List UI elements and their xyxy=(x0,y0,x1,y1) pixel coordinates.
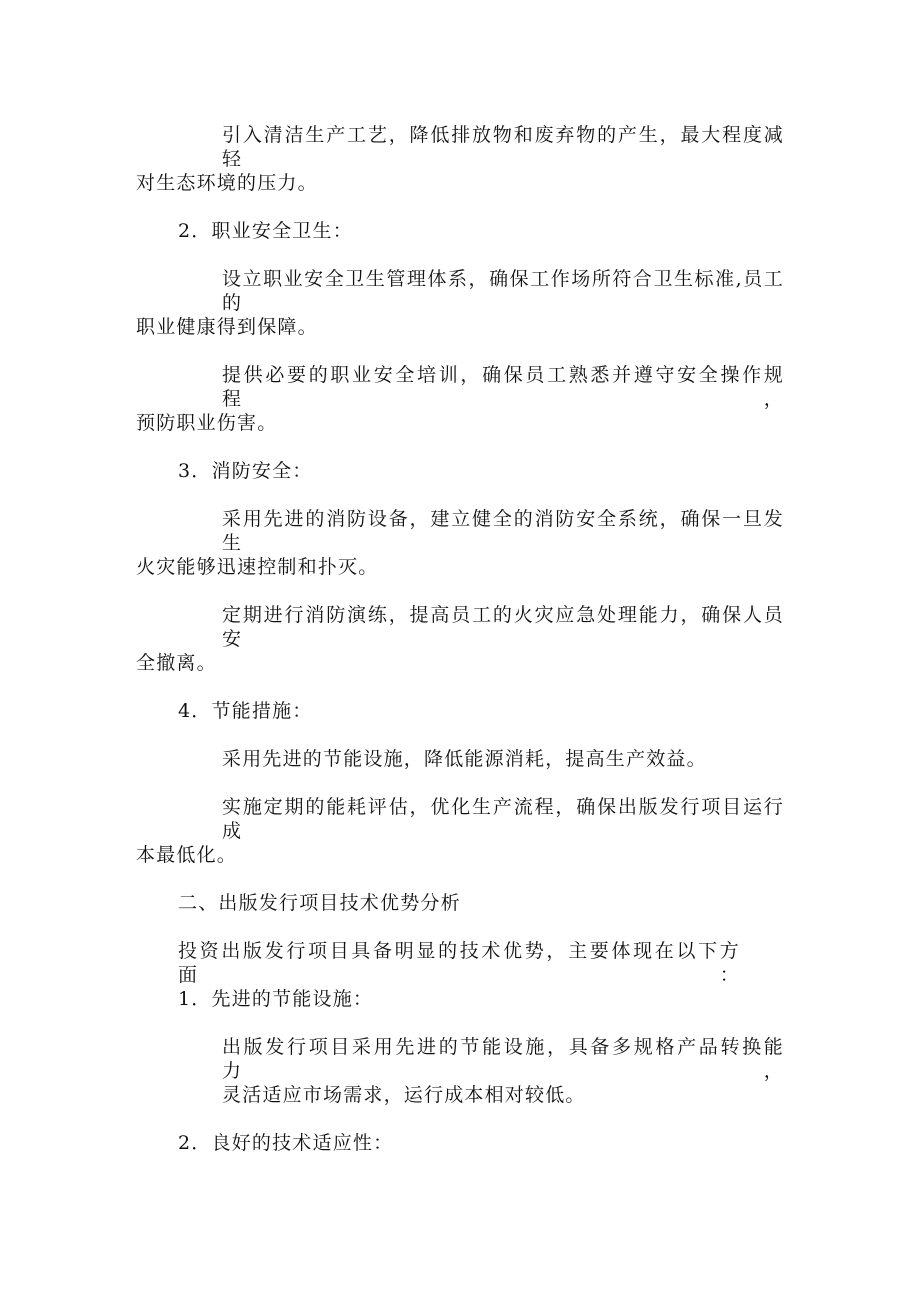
paragraph-line: 出版发行项目采用先进的节能设施，具备多规格产品转换能力， xyxy=(222,1036,784,1082)
paragraph-line: 实施定期的能耗评估，优化生产流程，确保出版发行项目运行成 xyxy=(222,796,784,842)
section-heading: 2．良好的技术适应性： xyxy=(178,1132,394,1154)
paragraph-line: 投资出版发行项目具备明显的技术优势，主要体现在以下方面： xyxy=(178,940,740,986)
paragraph-line: 采用先进的节能设施，降低能源消耗，提高生产效益。 xyxy=(222,748,707,770)
section-heading: 2．职业安全卫生： xyxy=(178,220,353,242)
paragraph-line: 灵活适应市场需求，运行成本相对较低。 xyxy=(222,1084,586,1106)
section-heading: 1．先进的节能设施： xyxy=(178,988,374,1010)
chapter-heading: 二、出版发行项目技术优势分析 xyxy=(178,892,461,914)
paragraph-line: 火灾能够迅速控制和扑灭。 xyxy=(136,556,379,578)
paragraph-line: 设立职业安全卫生管理体系，确保工作场所符合卫生标准,员工的 xyxy=(222,268,784,314)
paragraph-line: 提供必要的职业安全培训，确保员工熟悉并遵守安全操作规程， xyxy=(222,364,784,410)
paragraph-line: 预防职业伤害。 xyxy=(136,412,278,434)
paragraph-line: 引入清洁生产工艺，降低排放物和废弃物的产生，最大程度减轻 xyxy=(222,124,784,170)
paragraph-line: 全撤离。 xyxy=(136,652,217,674)
paragraph-line: 职业健康得到保障。 xyxy=(136,316,318,338)
paragraph-line: 对生态环境的压力。 xyxy=(136,172,318,194)
section-heading: 3．消防安全： xyxy=(178,460,313,482)
paragraph-line: 定期进行消防演练，提高员工的火灾应急处理能力，确保人员安 xyxy=(222,604,784,650)
paragraph-line: 本最低化。 xyxy=(136,844,238,866)
section-heading: 4．节能措施： xyxy=(178,700,313,722)
paragraph-line: 采用先进的消防设备，建立健全的消防安全系统，确保一旦发生 xyxy=(222,508,784,554)
